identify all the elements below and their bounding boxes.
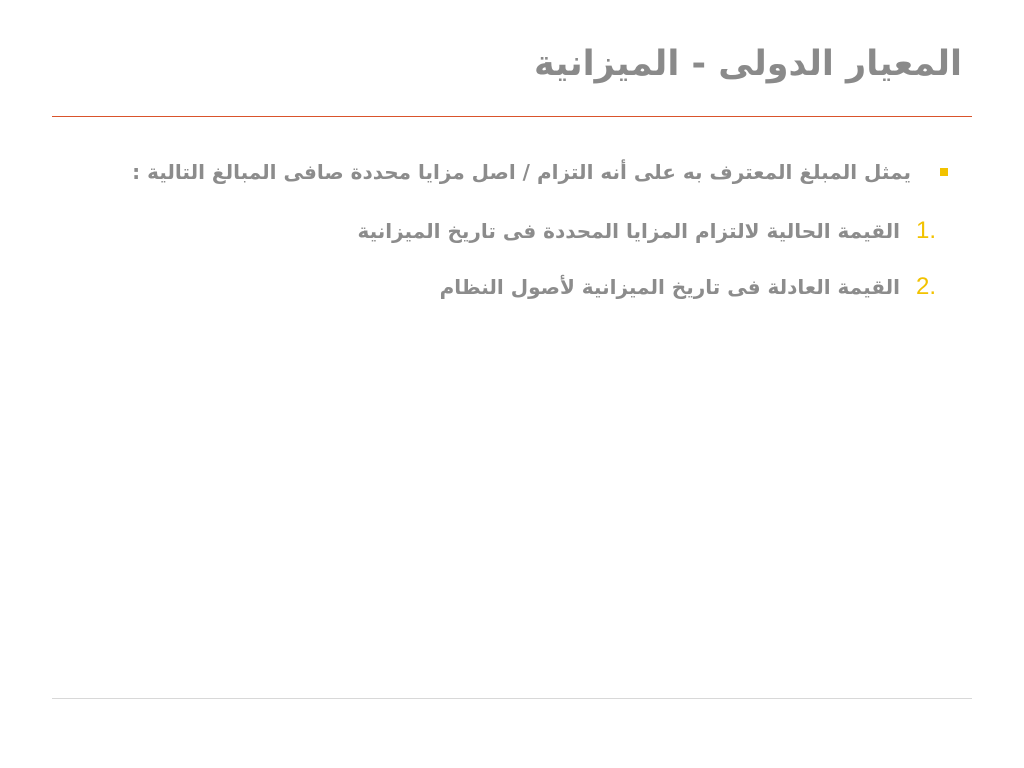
item-number: 2. bbox=[916, 273, 937, 300]
numbered-item-1 bbox=[118, 214, 948, 248]
slide-title: المعيار الدولى - الميزانية bbox=[534, 44, 962, 84]
title-divider bbox=[52, 116, 972, 117]
footer-divider bbox=[52, 698, 972, 699]
item-text: القيمة الحالية لالتزام المزايا المحددة فى تاريخ الميزانية bbox=[357, 219, 900, 243]
numbered-item-2 bbox=[118, 270, 948, 304]
square-bullet-icon bbox=[940, 168, 948, 176]
item-text: القيمة العادلة فى تاريخ الميزانية لأصول النظام bbox=[439, 275, 900, 299]
slide-body bbox=[118, 148, 948, 304]
bullet-text: يمثل المبلغ المعترف به على أنه التزام / اصل مزايا محددة صافى المبالغ التالية : bbox=[132, 160, 911, 184]
item-number: 1. bbox=[916, 217, 937, 244]
bullet-point bbox=[118, 148, 948, 196]
